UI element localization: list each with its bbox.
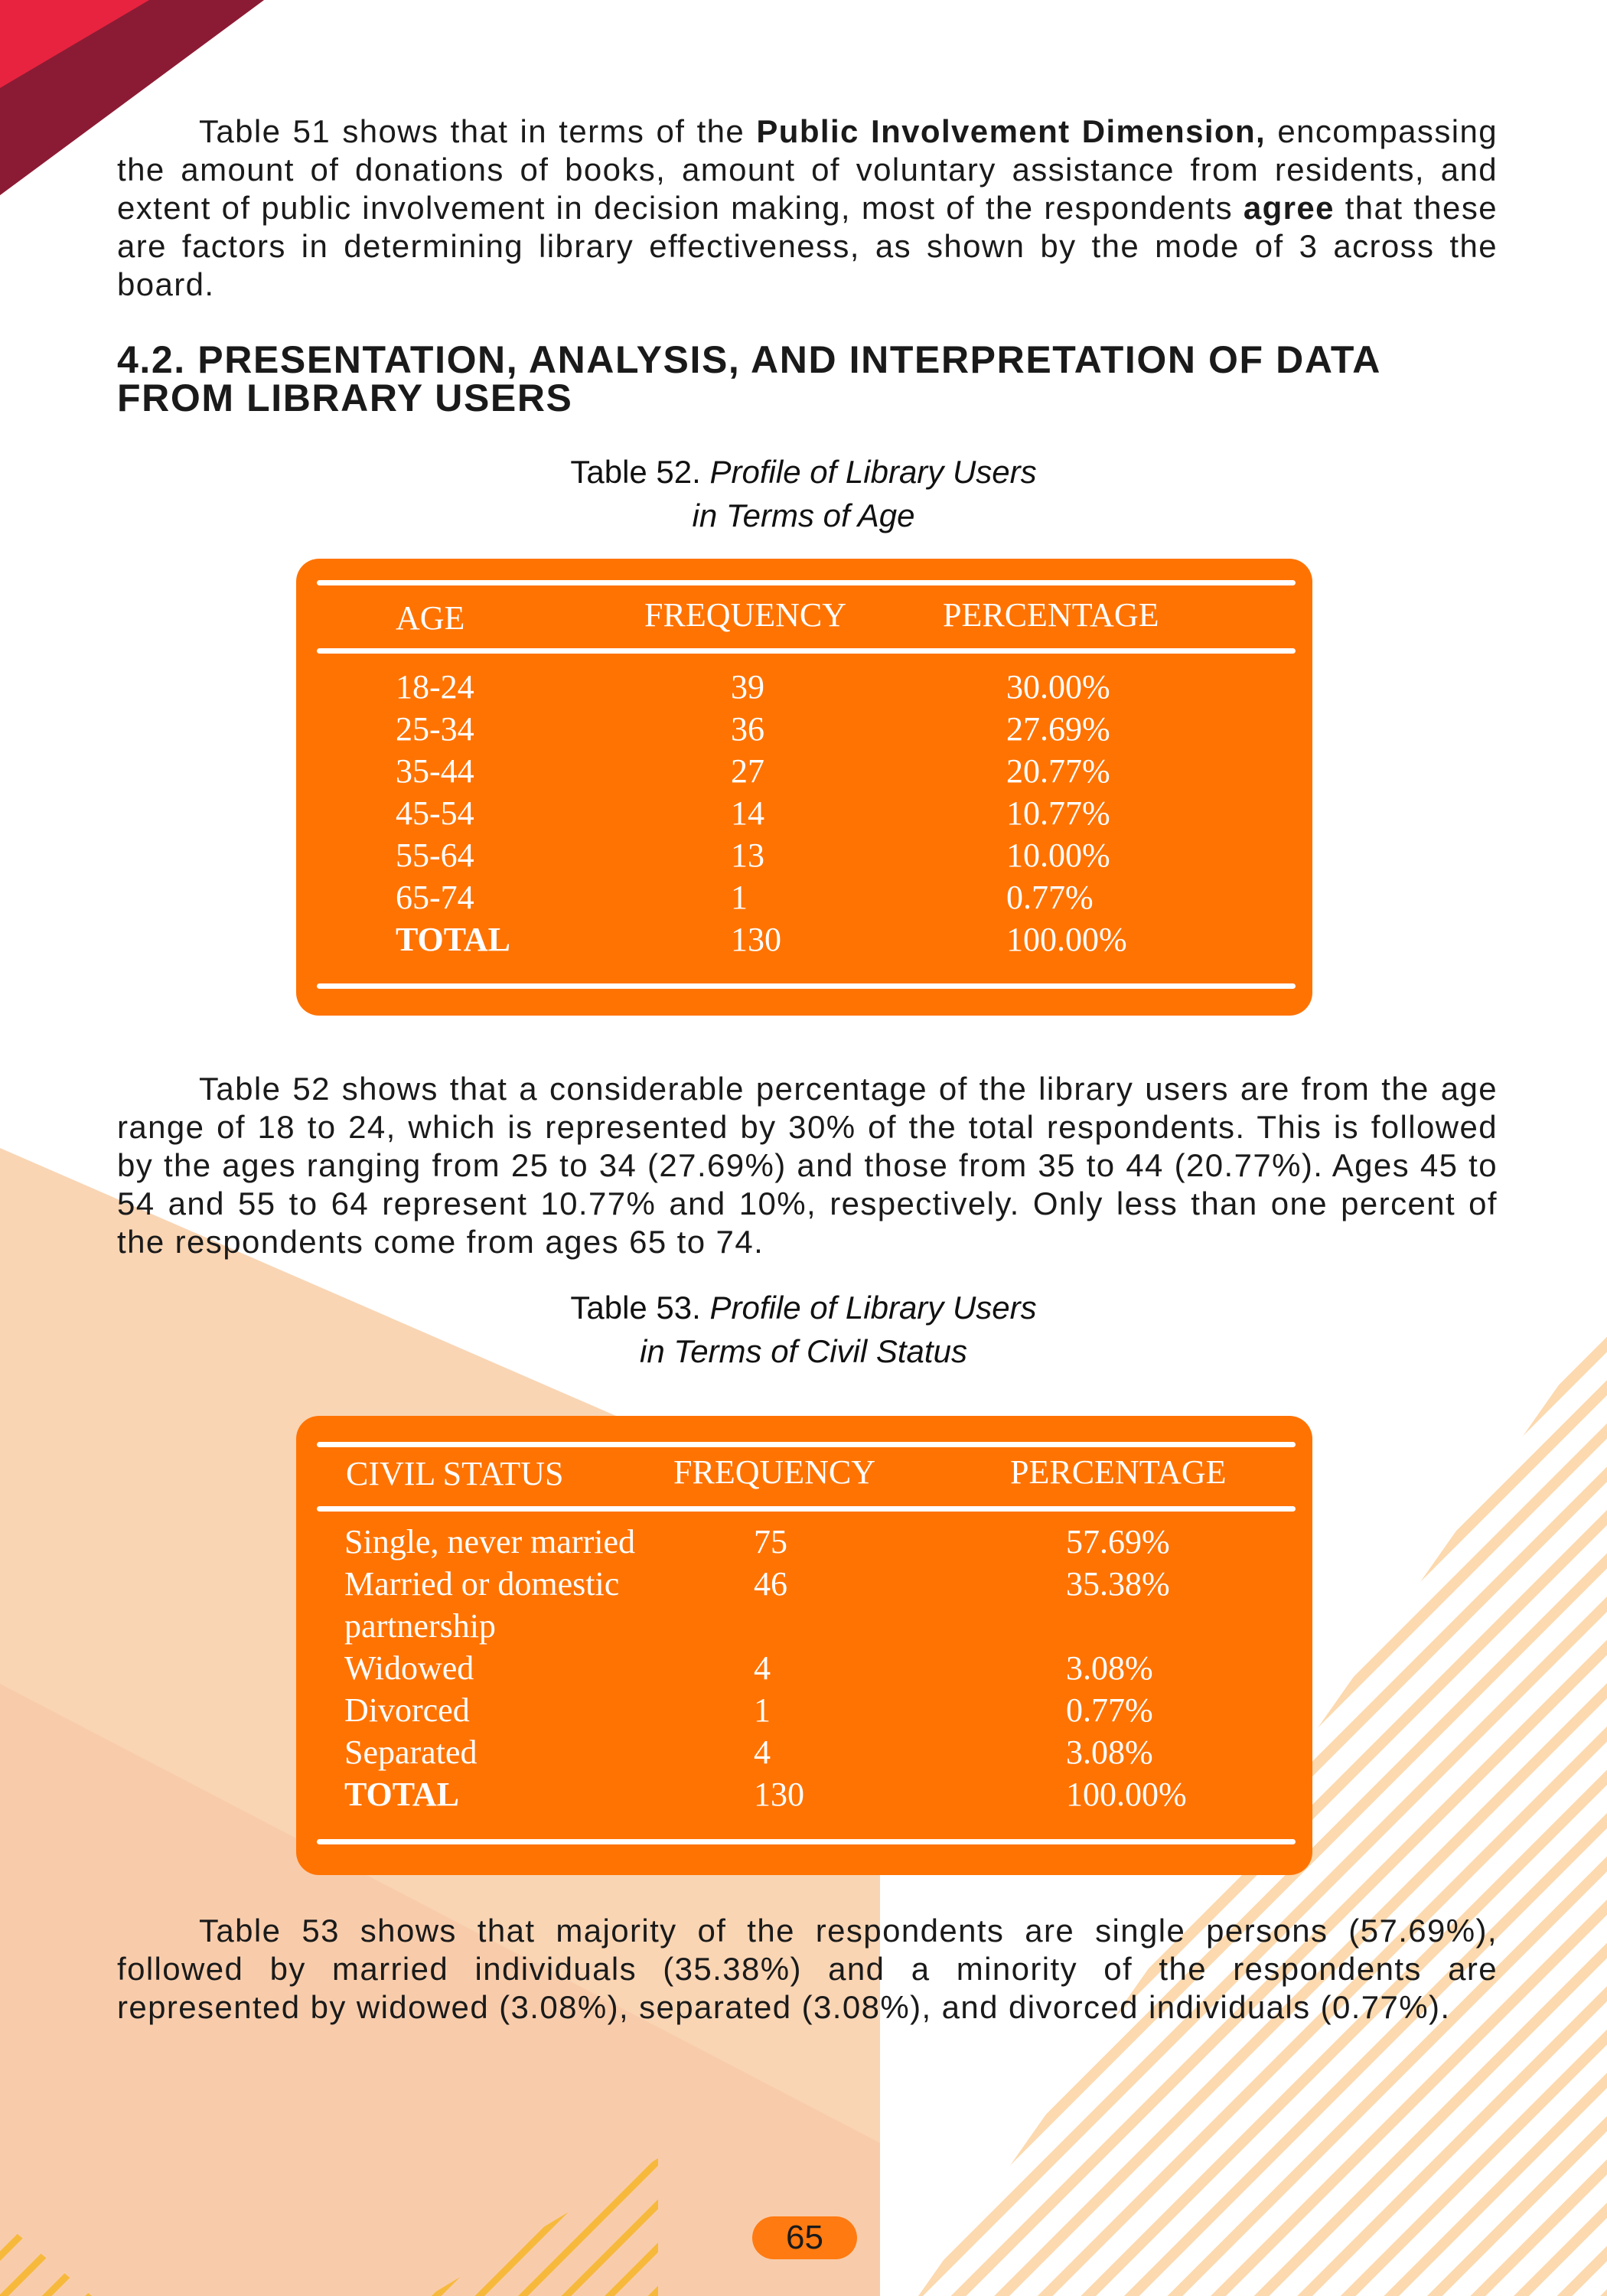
age-analysis-text: Table 52 shows that a considerable percentage of the library users are from the age range of 18 to 24, which is represented by 30% of the total respondents. This is followed by the ages ranging from 25 to 34 (27.69%) and those from 35 to 44 (20.77%). Ages 45 to 54 and 55 to 64 represent 10.77% and 10%, respectively. Only less than one percent of the respondents come from ages 65 to 74. — [117, 1071, 1498, 1260]
table-row-age-label: 55-64 — [396, 837, 474, 874]
table-row-percentage: 27.69% — [1006, 710, 1110, 748]
table-total-frequency: 130 — [754, 1776, 804, 1813]
table-row-percentage: 0.77% — [1066, 1691, 1153, 1729]
table52-caption-number: Table 52. — [570, 454, 701, 490]
table-row-status-label: partnership — [344, 1607, 496, 1645]
table-total-label: TOTAL — [396, 921, 510, 958]
table-rule-top — [317, 580, 1296, 585]
table-rule-header — [317, 1506, 1296, 1512]
table-row-status-label: Divorced — [344, 1691, 470, 1729]
table-total-frequency: 130 — [731, 921, 781, 958]
table-total-percentage: 100.00% — [1006, 921, 1127, 958]
civil-status-table — [296, 1416, 1312, 1875]
table52-header-frequency: FREQUENCY — [644, 596, 847, 634]
table-row-status-label: Married or domestic — [344, 1565, 620, 1603]
table53-header-civil-status: CIVIL STATUS — [346, 1455, 564, 1492]
page-number: 65 — [752, 2216, 857, 2259]
table52-header-age: AGE — [396, 599, 465, 637]
table-row-percentage: 3.08% — [1066, 1733, 1153, 1771]
table52-caption-title-1: Profile of Library Users — [709, 454, 1037, 490]
table-row-frequency: 13 — [731, 837, 764, 874]
table-rule-header — [317, 648, 1296, 654]
table-row-percentage: 10.77% — [1006, 794, 1110, 832]
table-row-age-label: 35-44 — [396, 752, 474, 790]
table-row-percentage: 3.08% — [1066, 1649, 1153, 1687]
table52-header-percentage: PERCENTAGE — [943, 596, 1159, 634]
table-row-status-label: Widowed — [344, 1649, 474, 1687]
table-row-frequency: 4 — [754, 1649, 771, 1687]
table-row-percentage: 30.00% — [1006, 668, 1110, 706]
table53-caption-number: Table 53. — [570, 1290, 701, 1326]
table-row-percentage: 57.69% — [1066, 1523, 1170, 1561]
age-table — [296, 559, 1312, 1016]
table-row-frequency: 14 — [731, 794, 764, 832]
table-row-percentage: 20.77% — [1006, 752, 1110, 790]
agree-word: agree — [1243, 190, 1335, 226]
table53-header-frequency: FREQUENCY — [673, 1453, 876, 1491]
table-row-percentage: 35.38% — [1066, 1565, 1170, 1603]
table-row-status-label: Single, never married — [344, 1523, 635, 1561]
table-rule-top — [317, 1442, 1296, 1447]
dimension-name: Public Involvement Dimension, — [756, 113, 1266, 149]
table52-caption-title-2: in Terms of Age — [692, 497, 915, 533]
table-rule-bottom — [317, 983, 1296, 989]
age-analysis-paragraph — [117, 1070, 1498, 1261]
intro-tail: that these are factors in determining library effectiveness, as shown by the mode of 3 across the board. — [117, 190, 1498, 302]
table-row-percentage: 0.77% — [1006, 879, 1094, 916]
table-row-frequency: 27 — [731, 752, 764, 790]
section-heading: 4.2. PRESENTATION, ANALYSIS, AND INTERPRETATION OF DATA FROM LIBRARY USERS — [117, 338, 1380, 419]
intro-paragraph — [117, 113, 1498, 304]
table-total-label: TOTAL — [344, 1776, 459, 1813]
table-row-age-label: 25-34 — [396, 710, 474, 748]
table-row-percentage: 10.00% — [1006, 837, 1110, 874]
civil-status-analysis-text: Table 53 shows that majority of the respondents are single persons (57.69%), followed by married individuals (35.38%) and a minority of the respondents are represented by widowed (3.08%), separated (3.08%), and divorced individuals (0.77%). — [117, 1913, 1498, 2025]
table53-header-percentage: PERCENTAGE — [1010, 1453, 1227, 1491]
table-row-frequency: 4 — [754, 1733, 771, 1771]
table-row-frequency: 1 — [754, 1691, 771, 1729]
intro-middle: encompassing the amount of donations of books, amount of voluntary assistance from residents, and extent of public involvement in decision making, most of the respondents — [117, 113, 1498, 226]
table52-caption — [421, 450, 1186, 537]
table-row-frequency: 75 — [754, 1523, 787, 1561]
table-row-age-label: 45-54 — [396, 794, 474, 832]
table53-caption-title-2: in Terms of Civil Status — [640, 1333, 967, 1369]
table-row-frequency: 46 — [754, 1565, 787, 1603]
table-row-frequency: 39 — [731, 668, 764, 706]
table-row-age-label: 18-24 — [396, 668, 474, 706]
table-row-frequency: 1 — [731, 879, 748, 916]
table-row-status-label: Separated — [344, 1733, 478, 1771]
table53-caption — [421, 1286, 1186, 1373]
table-row-age-label: 65-74 — [396, 879, 474, 916]
intro-lead: Table 51 shows that in terms of the — [199, 113, 757, 149]
table-row-frequency: 36 — [731, 710, 764, 748]
table-total-percentage: 100.00% — [1066, 1776, 1187, 1813]
table53-caption-title-1: Profile of Library Users — [709, 1290, 1037, 1326]
civil-status-analysis-paragraph — [117, 1912, 1498, 2027]
table-rule-bottom — [317, 1839, 1296, 1844]
